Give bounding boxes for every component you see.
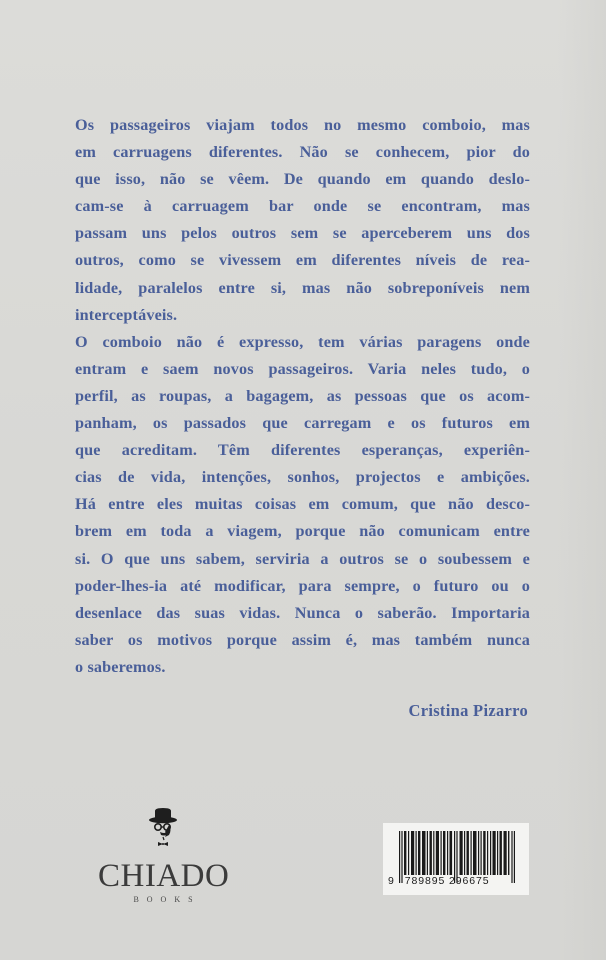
publisher-name: CHIADO: [98, 858, 230, 894]
isbn-barcode: [383, 823, 529, 895]
blurb-line: cias de vida, intenções, sonhos, projectos e ambições.: [75, 468, 530, 487]
blurb-line: perfil, as roupas, a bagagem, as pessoas que os acom-: [75, 386, 530, 405]
blurb-line: si. O que uns sabem, serviria a outros se o soubessem e: [75, 549, 530, 568]
blurb-line: em carruagens diferentes. Não se conhecem, pior do: [75, 143, 530, 162]
blurb-paragraph-2: [75, 329, 530, 681]
isbn-group-1: 789895: [404, 875, 446, 887]
blurb-line: brem em toda a viagem, porque não comunicam entre: [75, 522, 530, 541]
blurb-paragraph-1: [75, 112, 530, 329]
blurb-line: Há entre eles muitas coisas em comum, que não desco-: [75, 495, 530, 514]
isbn-first-digit: 9: [388, 875, 395, 887]
blurb-line: outros, como se vivessem em diferentes níveis de rea-: [75, 251, 530, 270]
blurb-line: passam uns pelos outros sem se aperceberem uns dos: [75, 224, 530, 243]
isbn-number: [388, 875, 489, 887]
blurb-text: [75, 112, 530, 681]
blurb-line: que isso, não se vêem. De quando em quando deslo-: [75, 170, 530, 189]
blurb-line: que acreditam. Têm diferentes esperanças, experiên-: [75, 441, 530, 460]
blurb-line: Os passageiros viajam todos no mesmo comboio, mas: [75, 116, 530, 134]
publisher-subtitle: BOOKS: [133, 895, 201, 904]
blurb-line: lidade, paralelos entre si, mas não sobreponíveis nem: [75, 278, 530, 297]
blurb-line: interceptáveis.: [75, 305, 178, 324]
blurb-line: o saberemos.: [75, 657, 166, 676]
blurb-line: desenlace das suas vidas. Nunca o saberão. Importaria: [75, 603, 530, 622]
blurb-line: poder-lhes-ia até modificar, para sempre, o futuro ou o: [75, 576, 530, 595]
blurb-line: O comboio não é expresso, tem várias paragens onde: [75, 332, 530, 351]
blurb-line: cam-se à carruagem bar onde se encontram, mas: [75, 197, 530, 216]
author-name: Cristina Pizarro: [408, 701, 528, 720]
publisher-logo: [98, 808, 228, 904]
isbn-group-2: 296675: [449, 875, 490, 887]
blurb-line: entram e saem novos passageiros. Varia neles tudo, o: [75, 359, 530, 378]
blurb-line: panham, os passados que carregam e os futuros em: [75, 414, 530, 433]
blurb-line: saber os motivos porque assim é, mas também nunca: [75, 630, 530, 649]
man-with-hat-glasses-bowtie-icon: [143, 808, 183, 850]
